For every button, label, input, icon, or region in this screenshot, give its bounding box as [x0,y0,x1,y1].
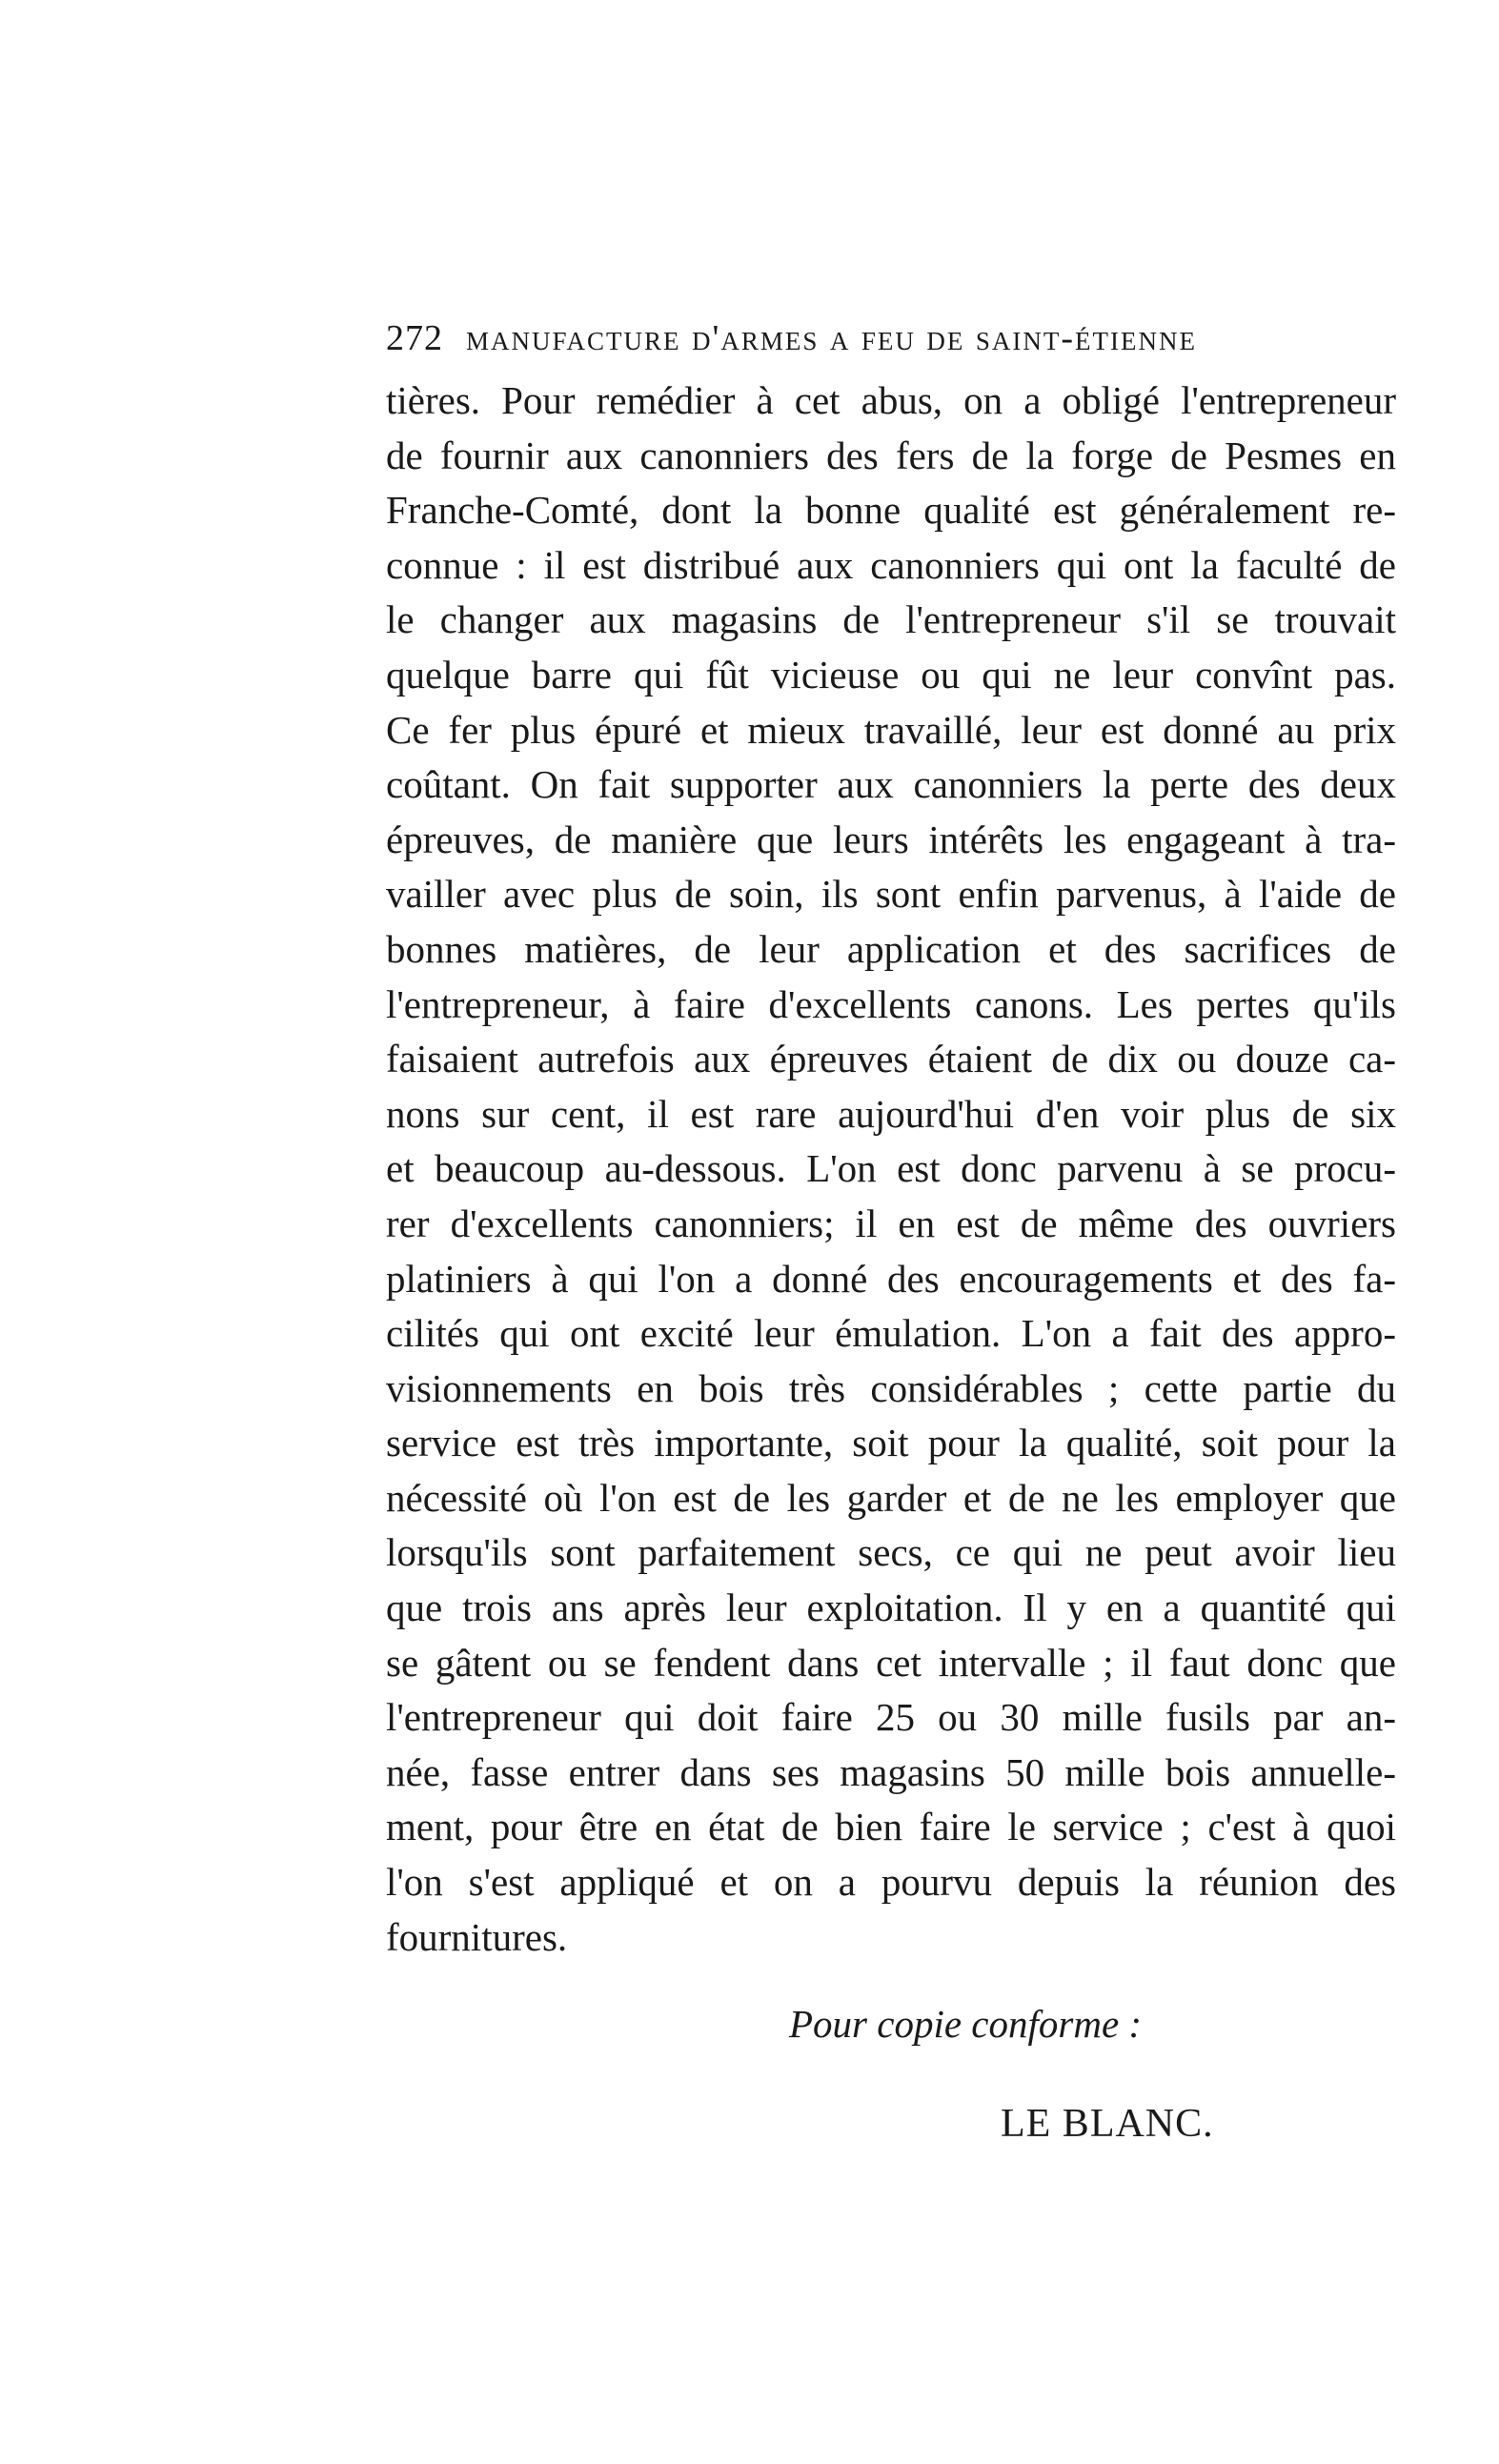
text-line: le changer aux magasins de l'entrepreneur s'il se trouvait [386,597,1396,642]
text-line: l'on s'est appliqué et on a pourvu depuis la réunion des [386,1860,1396,1905]
text-line: rer d'excellents canonniers; il en est de même des ouvriers [386,1201,1396,1245]
text-line: bonnes matières, de leur application et des sacrifices de [386,926,1396,971]
text-line: visionnements en bois très considérables ; cette partie du [386,1365,1396,1410]
page-number: 272 [386,318,443,358]
signature: LE BLANC. [1001,2102,1214,2146]
text-line: ment, pour être en état de bien faire le service ; c'est à quoi [386,1805,1396,1849]
text-line: quelque barre qui fût vicieuse ou qui ne leur convînt pas. [386,652,1396,697]
text-line: née, fasse entrer dans ses magasins 50 mille bois annuelle- [386,1749,1396,1794]
text-line: Franche-Comté, dont la bonne qualité est généralement re- [386,488,1396,533]
body-text [386,374,1396,1965]
text-line: connue : il est distribué aux canonniers qui ont la faculté de [386,542,1396,587]
text-line: coûtant. On fait supporter aux canonniers la perte des deux [386,762,1396,807]
text-line: que trois ans après leur exploitation. Il y en a quantité qui [386,1585,1396,1630]
text-line: service est très importante, soit pour la qualité, soit pour la [386,1421,1396,1465]
text-line: nécessité où l'on est de les garder et de ne les employer que [386,1475,1396,1520]
text-line: l'entrepreneur qui doit faire 25 ou 30 mille fusils par an- [386,1695,1396,1740]
text-line: épreuves, de manière que leurs intérêts les engageant à tra- [386,817,1396,861]
text-line: cilités qui ont excité leur émulation. L'on a fait des appro- [386,1311,1396,1356]
text-line: vailler avec plus de soin, ils sont enfin parvenus, à l'aide de [386,872,1396,917]
running-title: manufacture d'armes a feu de saint-étienne [466,318,1197,358]
text-line: Ce fer plus épuré et mieux travaillé, leur est donné au prix [386,707,1396,752]
text-line: de fournir aux canonniers des fers de la forge de Pesmes en [386,433,1396,477]
text-line: nons sur cent, il est rare aujourd'hui d'en voir plus de six [386,1091,1396,1136]
running-header [386,317,1320,374]
text-line: tières. Pour remédier à cet abus, on a obligé l'entrepreneur [386,378,1396,422]
closing-formula: Pour copie conforme : [789,2002,1143,2046]
text-line: et beaucoup au-dessous. L'on est donc parvenu à se procu- [386,1146,1396,1191]
text-line: l'entrepreneur, à faire d'excellents canons. Les pertes qu'ils [386,981,1396,1026]
text-line: se gâtent ou se fendent dans cet intervalle ; il faut donc que [386,1640,1396,1685]
text-line: platiniers à qui l'on a donné des encouragements et des fa- [386,1256,1396,1301]
text-line-last: fournitures. [386,1914,568,1959]
text-line: faisaient autrefois aux épreuves étaient de dix ou douze ca- [386,1037,1396,1081]
text-line: lorsqu'ils sont parfaitement secs, ce qui ne peut avoir lieu [386,1530,1396,1575]
